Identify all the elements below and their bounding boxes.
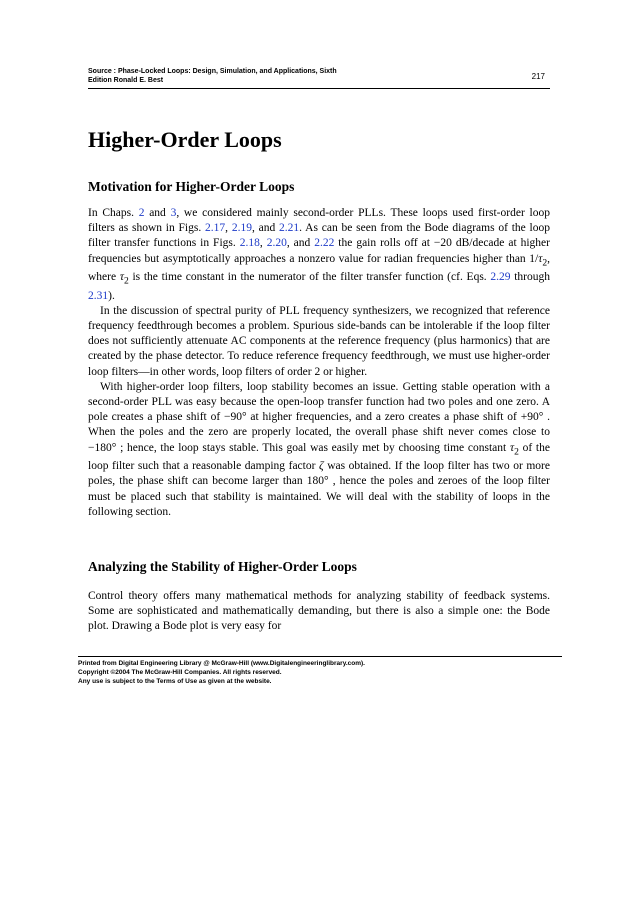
figure-link-2-21[interactable]: 2.21 [279,222,300,235]
text-run: With higher-order loop filters, loop stability becomes an issue. Getting stable operation with a second-order PLL was easy because the open-loop transfer function had two poles and one zero. A pole creates a phase shift of −90° at higher frequencies, and a zero creates a phase shift of +90° . When the poles and the zero are properly located, the overall phase shift never comes close to −180° ; hence, the loop stays stable. This goal was easily met by choosing time constant [88,380,550,454]
section-heading-stability: Analyzing the Stability of Higher-Order Loops [88,559,357,574]
section-heading-motivation: Motivation for Higher-Order Loops [88,179,295,194]
chapter-link-3[interactable]: 3 [170,207,177,219]
section-body-motivation [88,206,550,520]
text-run: of the loop filter such that a reasonable damping factor [88,441,550,473]
tau-symbol: τ [538,252,543,265]
text-run: through [510,271,551,284]
text-run: , where [88,252,550,284]
tau-symbol: τ [119,271,124,284]
text-run: the gain rolls off at −20 dB/decade at higher frequencies but asymptotically approaches a nonzero value for radian frequencies higher than 1/ [88,237,550,265]
paragraph-4: Control theory offers many mathematical methods for analyzing stability of feedback systems. Some are sophisticated and mathematically demanding, but there is also a simple one: the Bode plot. Drawing a Bode plot is very easy for [88,590,550,633]
equation-link-2-31[interactable]: 2.31 [88,289,109,302]
text-run: ). [108,289,115,302]
footer-line-3: Any use is subject to the Terms of Use as given at the website. [78,677,272,685]
chapter-title: Higher-Order Loops [88,127,282,152]
tau-subscript: 2 [514,445,519,457]
section-body-stability [88,589,550,635]
zeta-symbol: ζ [319,460,324,473]
text-run: is the time constant in the numerator of the filter transfer function (cf. Eqs. [128,271,491,284]
footer-rule [78,656,562,657]
text-run: , we considered mainly second-order PLLs. These loops used first-order loop filters as shown in Figs. [88,207,550,235]
text-run: . As can be seen from the Bode diagrams of the loop filter transfer functions in Figs. [88,222,550,250]
tau-symbol: τ [509,441,515,454]
text-run: , [259,237,267,250]
paragraph-3 [88,380,550,520]
text-run: , and [286,237,315,250]
figure-link-2-20[interactable]: 2.20 [266,237,287,250]
paragraph-1 [88,206,550,304]
header-rule [88,88,550,89]
figure-link-2-19[interactable]: 2.19 [231,222,252,235]
figure-link-2-18[interactable]: 2.18 [239,237,260,250]
text-run: In Chaps. [88,207,139,219]
tau-subscript: 2 [542,256,548,268]
text-run: was obtained. If the loop filter has two or more poles, the phase shift can become larger than 180° , hence the poles and zeroes of the loop filter must be placed such that stability is maintained. We will deal with the stability of loops in the following section. [88,460,550,518]
chapter-link-2[interactable]: 2 [138,207,145,219]
text-run: , and [251,222,280,235]
footer-line-2: Copyright ©2004 The McGraw-Hill Companies. All rights reserved. [78,668,282,676]
copyright-footer [78,660,365,686]
source-line-1: Source : Phase-Locked Loops: Design, Simulation, and Applications, Sixth [88,68,337,75]
paragraph-2: In the discussion of spectral purity of PLL frequency synthesizers, we recognized that reference frequency feedthrough becomes a problem. Spurious side-bands can be intolerable if the loop filter does not sufficiently attenuate AC components at the reference frequency (plus harmonics) that are created by the phase detector. To reduce reference frequency feedthrough, we must use higher-order loop filters—in other words, loop filters of order 2 or higher. [88,304,550,378]
equation-link-2-29[interactable]: 2.29 [490,271,511,284]
tau-subscript: 2 [123,275,129,287]
page-number: 217 [531,72,545,81]
source-header [88,67,550,85]
source-line-2: Edition Ronald E. Best [88,77,164,84]
figure-link-2-17[interactable]: 2.17 [205,222,226,235]
footer-line-1: Printed from Digital Engineering Library @ McGraw-Hill (www.Digitalengineeringlibrary.com). [78,660,365,667]
text-run: and [144,207,171,219]
figure-link-2-22[interactable]: 2.22 [314,237,335,250]
text-run: , [225,222,232,235]
